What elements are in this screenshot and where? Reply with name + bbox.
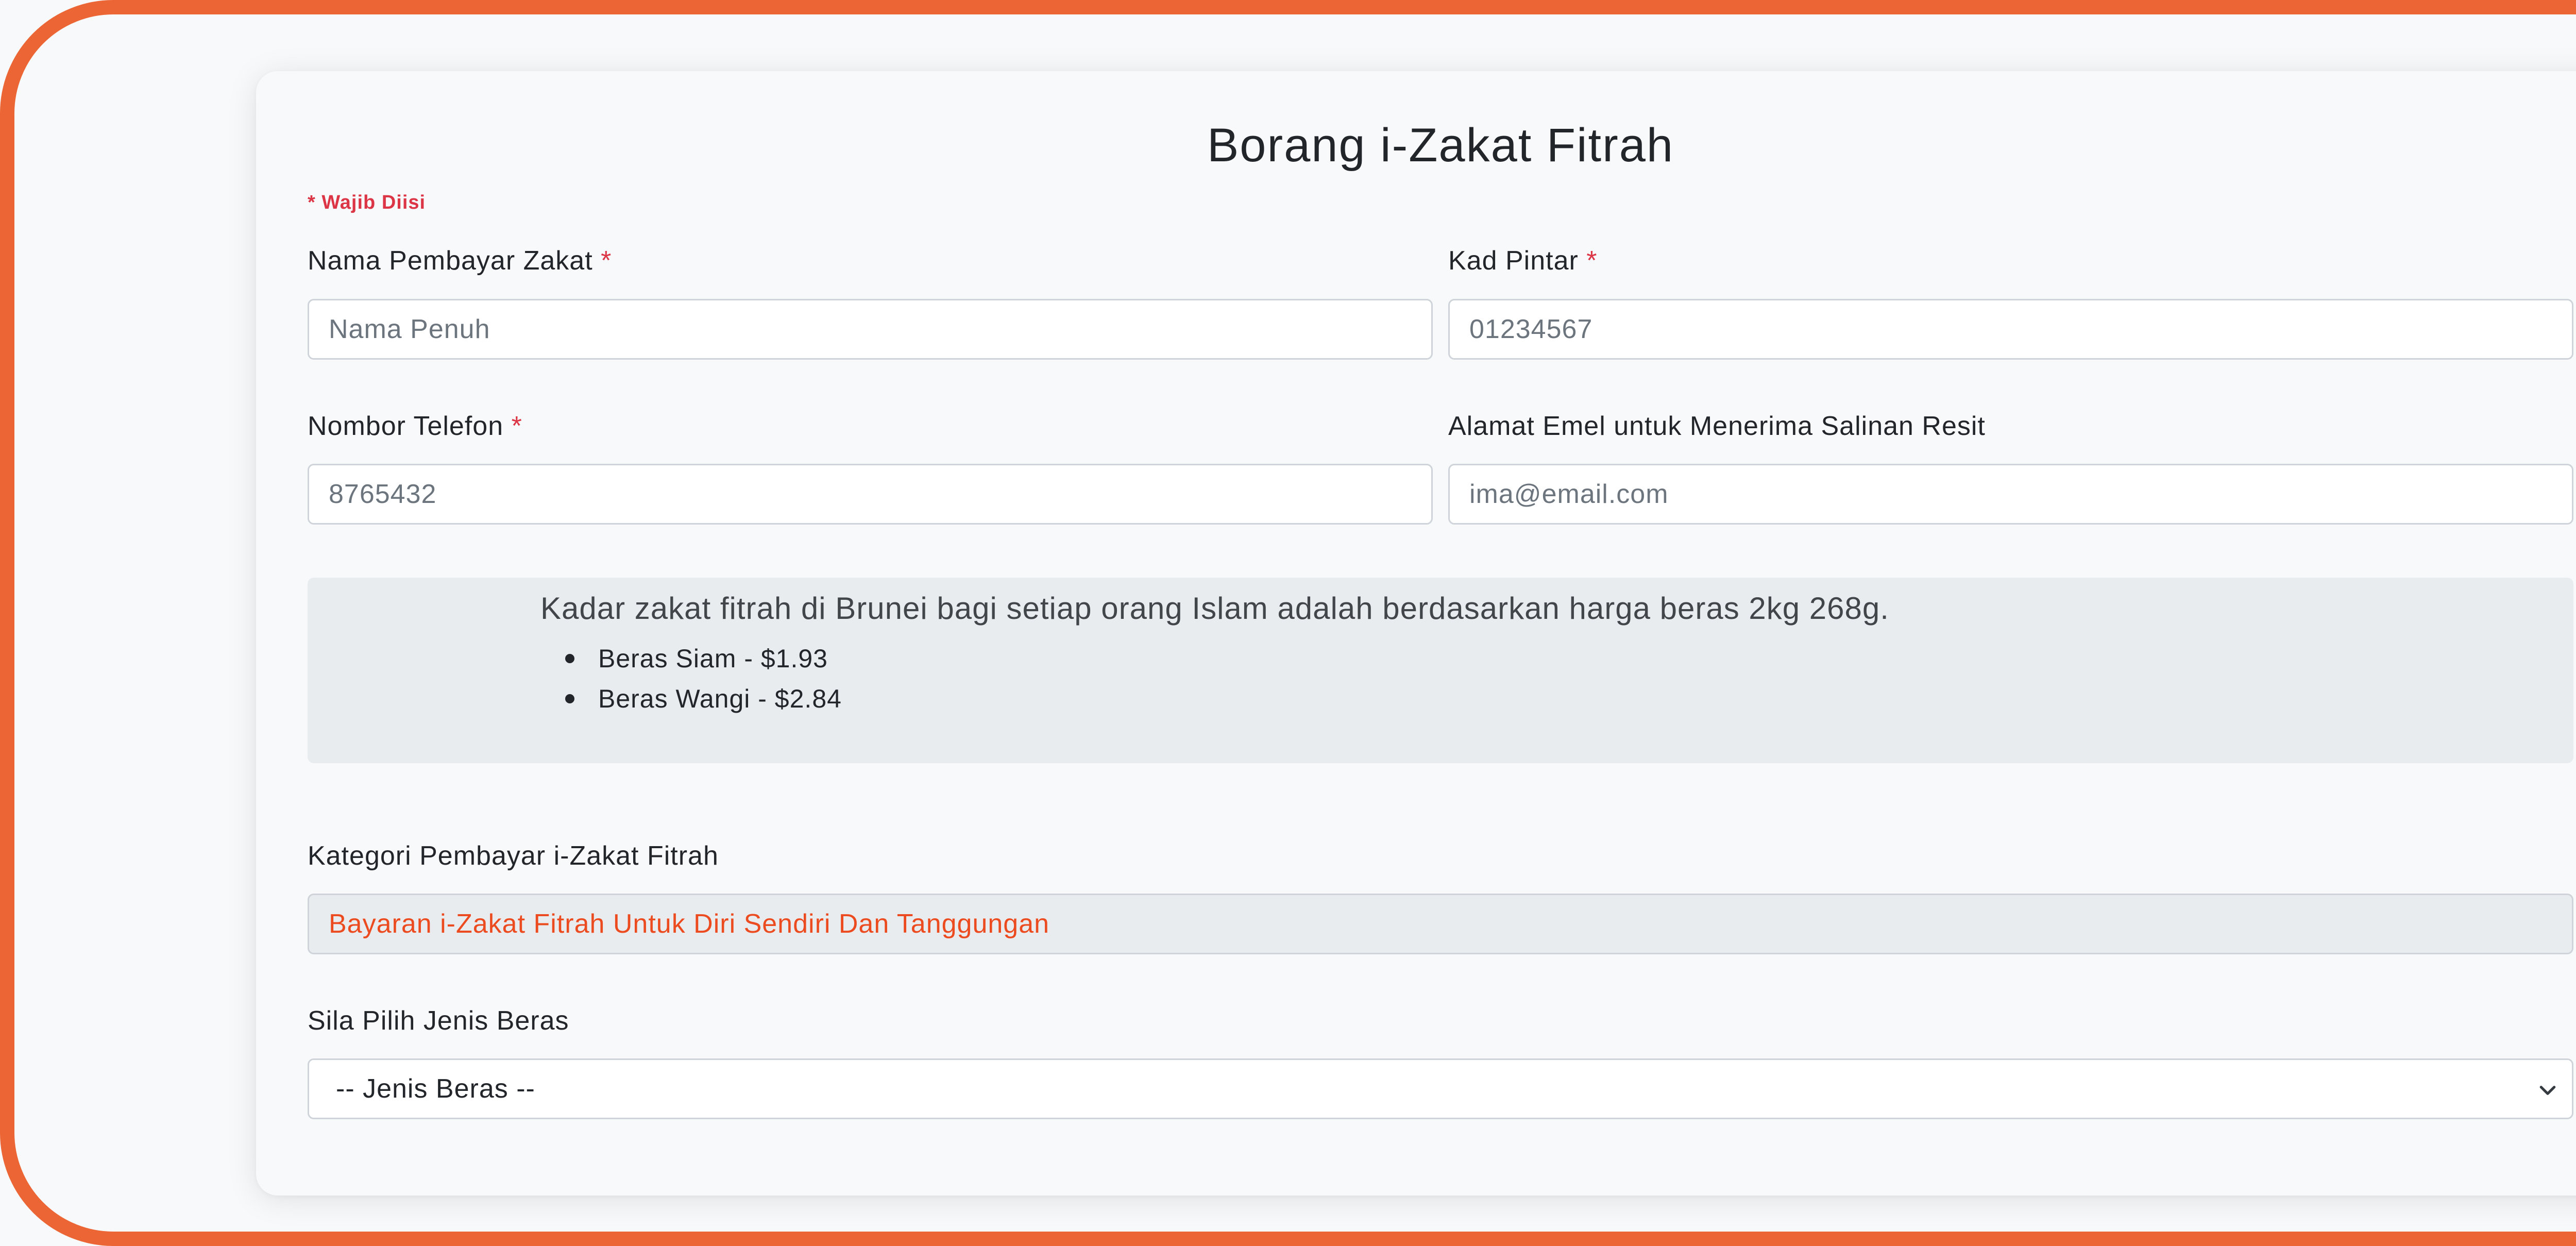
chevron-down-icon [2539, 1082, 2556, 1099]
required-mark: * [511, 411, 522, 441]
email-label [1448, 411, 1986, 442]
form-title: Borang i-Zakat Fitrah [1207, 119, 1674, 172]
rice-type-select[interactable] [308, 1058, 2573, 1119]
rate-info-box [308, 578, 2573, 763]
name-label [308, 245, 612, 276]
email-input[interactable] [1448, 464, 2573, 525]
rate-item-text: Beras Siam - $1.93 [598, 644, 828, 673]
smartcard-label [1448, 245, 1598, 276]
rate-list [565, 638, 842, 719]
category-label [308, 840, 719, 871]
phone-label [308, 411, 522, 442]
name-input[interactable] [308, 299, 1433, 360]
category-value: Bayaran i-Zakat Fitrah Untuk Diri Sendiri Dan Tanggungan [329, 909, 1050, 939]
rate-item-text: Beras Wangi - $2.84 [598, 684, 842, 713]
email-placeholder: ima@email.com [1469, 479, 1669, 509]
phone-input[interactable] [308, 464, 1433, 525]
smartcard-label-text: Kad Pintar [1448, 246, 1579, 276]
required-mark: * [601, 246, 612, 276]
category-label-text: Kategori Pembayar i-Zakat Fitrah [308, 841, 719, 871]
rice-label-text: Sila Pilih Jenis Beras [308, 1006, 569, 1036]
zakat-form-card [256, 71, 2576, 1196]
category-field [308, 894, 2573, 954]
bullet-icon [565, 654, 574, 663]
smartcard-input[interactable] [1448, 299, 2573, 360]
name-label-text: Nama Pembayar Zakat [308, 246, 593, 276]
bullet-icon [565, 694, 574, 703]
email-label-text: Alamat Emel untuk Menerima Salinan Resit [1448, 411, 1986, 441]
required-mark: * [1586, 246, 1598, 276]
rice-selected-value: -- Jenis Beras -- [336, 1074, 535, 1104]
rice-label [308, 1005, 569, 1036]
phone-label-text: Nombor Telefon [308, 411, 504, 441]
rate-list-item [565, 638, 842, 679]
name-placeholder: Nama Penuh [329, 314, 490, 344]
smartcard-placeholder: 01234567 [1469, 314, 1593, 344]
rate-list-item [565, 679, 842, 719]
rate-info-title: Kadar zakat fitrah di Brunei bagi setiap orang Islam adalah berdasarkan harga beras 2kg 268g. [540, 591, 1889, 626]
phone-placeholder: 8765432 [329, 479, 437, 509]
required-note: * Wajib Diisi [308, 192, 426, 213]
